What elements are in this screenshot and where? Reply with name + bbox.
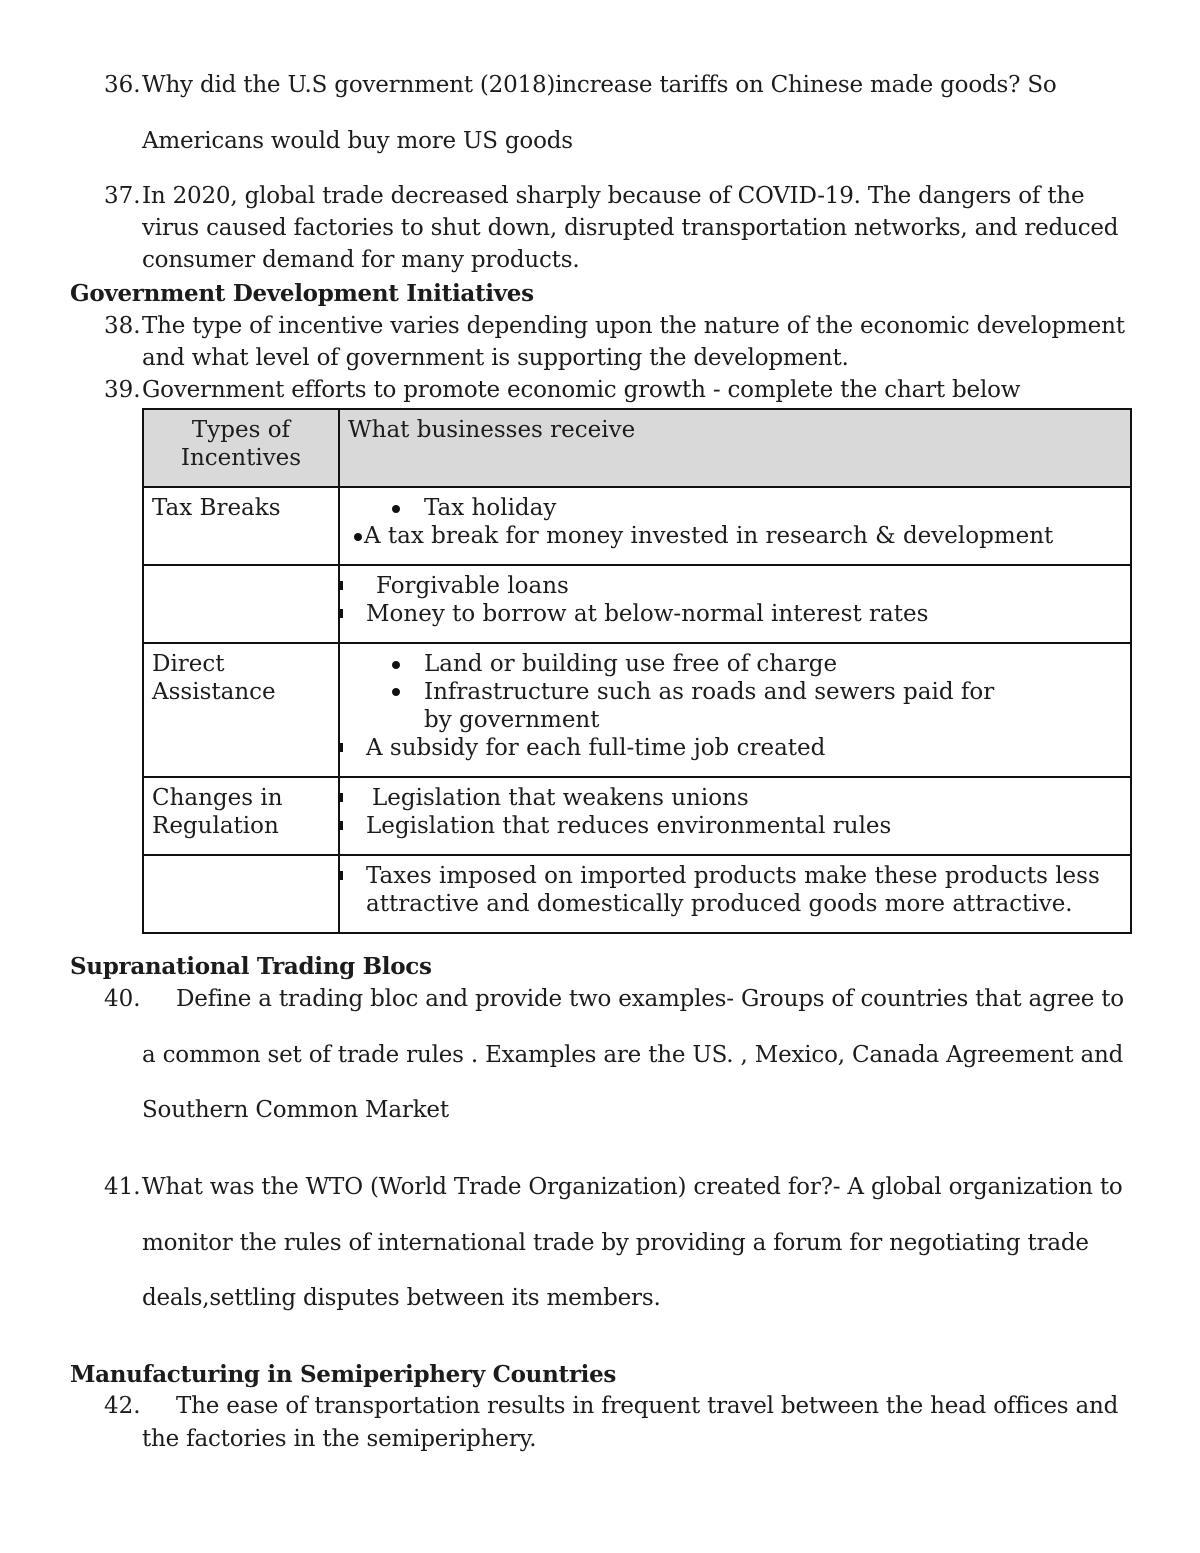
bullet-icon xyxy=(340,743,343,752)
bullet-icon xyxy=(340,793,343,802)
bullet-icon xyxy=(340,871,343,880)
bullet-icon xyxy=(392,688,400,696)
bullet-icon xyxy=(392,505,400,513)
header-types-of-incentives: Types of Incentives xyxy=(143,409,339,487)
bullet-icon xyxy=(340,609,343,618)
q36-line1: Why did the U.S government (2018)increase tariffs on Chinese made goods? So xyxy=(142,72,1057,98)
q38-line1: The type of incentive varies depending upon the nature of the economic development xyxy=(142,313,1125,339)
list-item: Tax holiday xyxy=(348,494,1122,522)
q40-line2: a common set of trade rules . Examples are the US. , Mexico, Canada Agreement and xyxy=(142,1042,1124,1068)
list-item: Forgivable loans xyxy=(348,572,1122,600)
list-item: A tax break for money invested in research & development xyxy=(348,522,1122,550)
list-item: A subsidy for each full-time job created xyxy=(348,734,1122,762)
benefits-cell xyxy=(339,643,1131,777)
q37-line1: In 2020, global trade decreased sharply because of COVID-19. The dangers of the xyxy=(142,183,1085,209)
q39-number: 39. xyxy=(104,377,141,403)
q42-number: 42. xyxy=(104,1393,141,1419)
section-heading-trading-blocs: Supranational Trading Blocs xyxy=(70,953,432,980)
list-item: Land or building use free of charge xyxy=(348,650,1122,678)
q40-line3: Southern Common Market xyxy=(142,1097,449,1123)
q40-number: 40. xyxy=(104,986,141,1012)
table-row xyxy=(143,565,1131,643)
list-item: Money to borrow at below-normal interest rates xyxy=(348,600,1122,628)
table-row xyxy=(143,487,1131,565)
q40-line1: Define a trading bloc and provide two examples- Groups of countries that agree to xyxy=(176,986,1124,1012)
table-row xyxy=(143,643,1131,777)
list-item: Infrastructure such as roads and sewers paid for by government xyxy=(348,678,1122,734)
section-heading-government-initiatives: Government Development Initiatives xyxy=(70,280,534,307)
incentive-type-cell xyxy=(143,565,339,643)
benefits-cell xyxy=(339,565,1131,643)
table-row xyxy=(143,855,1131,933)
incentives-table xyxy=(142,408,1132,934)
list-item: Legislation that reduces environmental rules xyxy=(348,812,1122,840)
q41-line1: What was the WTO (World Trade Organization) created for?- A global organization to xyxy=(142,1174,1123,1200)
bullet-icon xyxy=(354,533,362,541)
bullet-icon xyxy=(340,581,343,590)
benefits-cell xyxy=(339,777,1131,855)
q42-line2: the factories in the semiperiphery. xyxy=(142,1426,537,1452)
q37-line3: consumer demand for many products. xyxy=(142,247,580,273)
benefits-cell xyxy=(339,487,1131,565)
q38-number: 38. xyxy=(104,313,141,339)
list-item: Legislation that weakens unions xyxy=(348,784,1122,812)
list-item: Taxes imposed on imported products make these products less attractive and domestically produced goods more attractive. xyxy=(348,862,1122,918)
incentive-type-cell: Direct Assistance xyxy=(143,643,339,777)
q42-line1: The ease of transportation results in frequent travel between the head offices and xyxy=(176,1393,1119,1419)
q37-number: 37. xyxy=(104,183,141,209)
section-heading-manufacturing: Manufacturing in Semiperiphery Countries xyxy=(70,1361,617,1388)
q41-line3: deals,settling disputes between its members. xyxy=(142,1285,661,1311)
table-row xyxy=(143,777,1131,855)
incentive-type-cell xyxy=(143,855,339,933)
q37-line2: virus caused factories to shut down, disrupted transportation networks, and reduced xyxy=(142,215,1119,241)
q38-line2: and what level of government is supporting the development. xyxy=(142,345,849,371)
incentive-type-cell: Changes in Regulation xyxy=(143,777,339,855)
q36-number: 36. xyxy=(104,72,141,98)
incentive-type-cell: Tax Breaks xyxy=(143,487,339,565)
header-what-businesses-receive: What businesses receive xyxy=(339,409,1131,487)
q36-answer: Americans would buy more US goods xyxy=(142,128,573,154)
table-header-row xyxy=(143,409,1131,487)
q39-line1: Government efforts to promote economic growth - complete the chart below xyxy=(142,377,1021,403)
bullet-icon xyxy=(340,821,343,830)
bullet-icon xyxy=(392,661,400,669)
q41-line2: monitor the rules of international trade by providing a forum for negotiating trade xyxy=(142,1230,1089,1256)
benefits-cell xyxy=(339,855,1131,933)
q41-number: 41. xyxy=(104,1174,141,1200)
